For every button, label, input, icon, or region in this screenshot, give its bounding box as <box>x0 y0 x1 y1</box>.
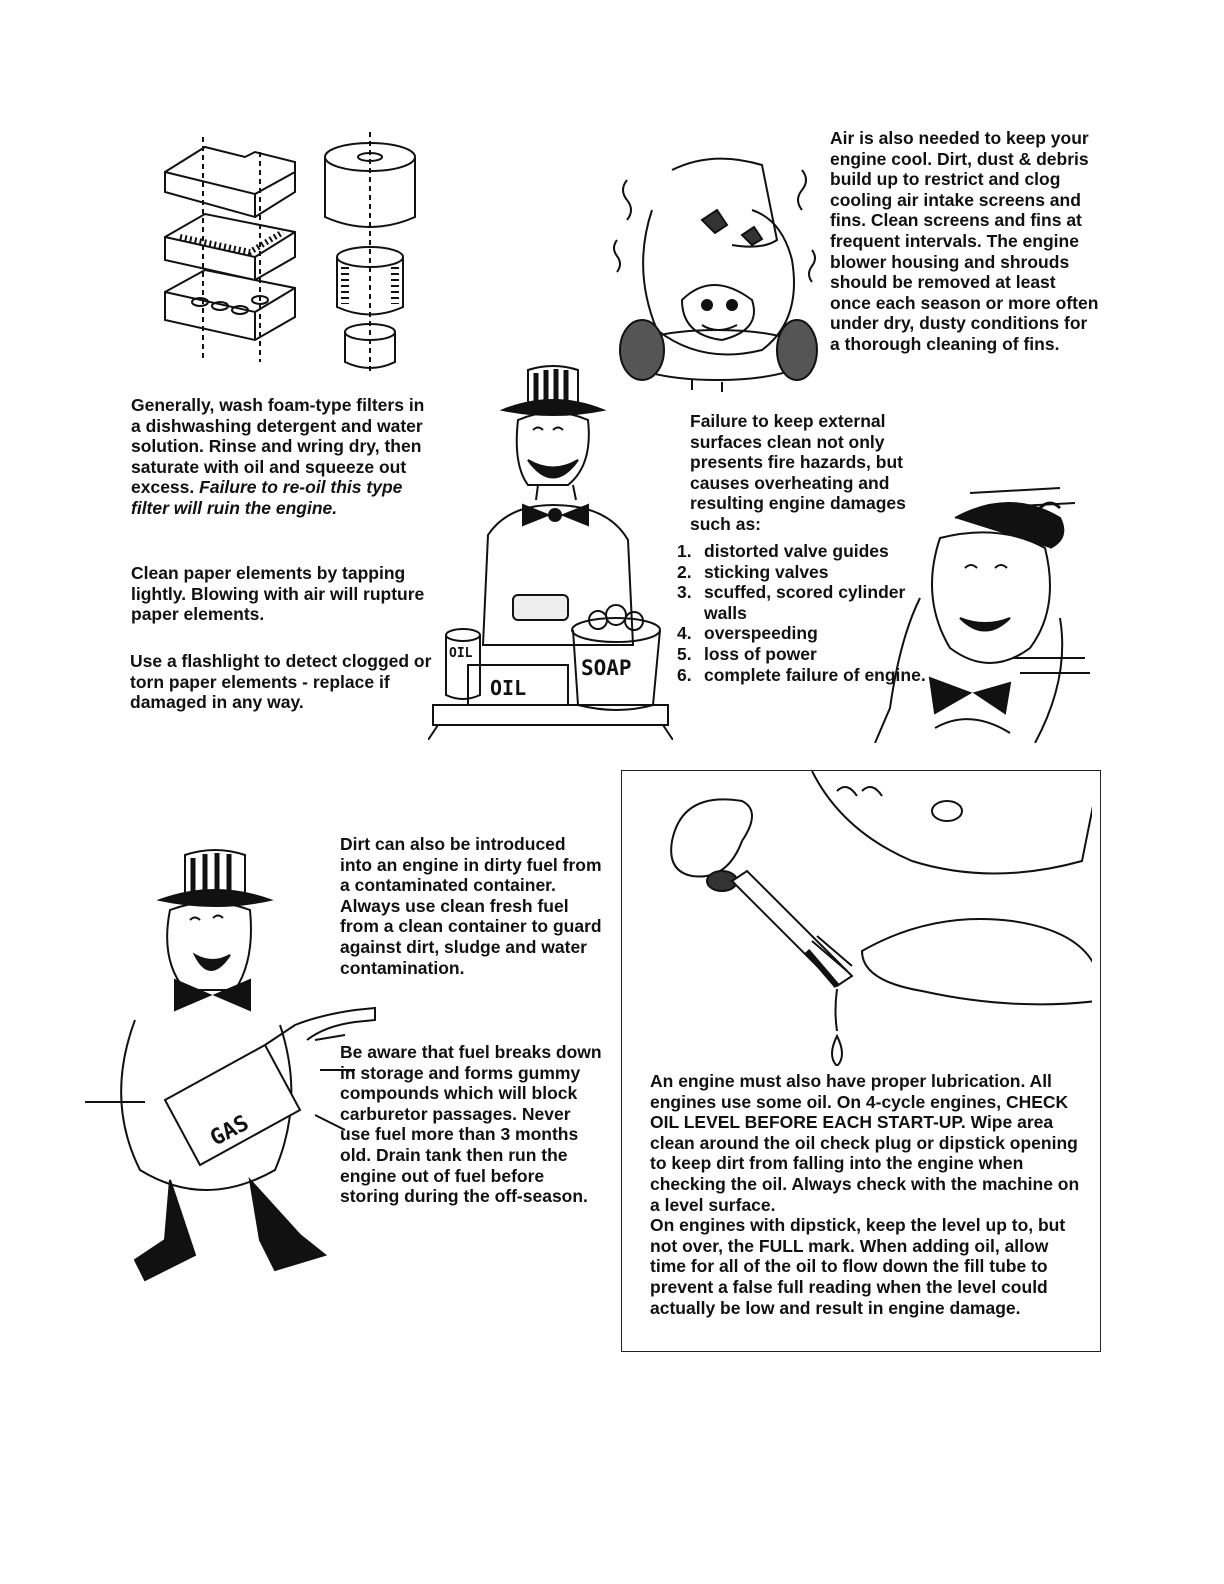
list-item: 5. loss of power <box>677 643 817 664</box>
running-turtle-illustration <box>860 478 1100 743</box>
foam-filter-paragraph <box>131 395 436 519</box>
turtle-gas-can-illustration <box>85 840 380 1290</box>
fuel-storage-text: Be aware that fuel breaks down in storage and forms gummy compounds which will block carburetor passages. Never use fuel more than 3 months old. Drain tank then run the engine out of fuel before storing during the off-season. <box>340 1042 602 1207</box>
paper-flashlight-text: Use a flashlight to detect clogged or torn paper elements - replace if damaged in any way. <box>130 651 432 713</box>
foam-filter-text: Generally, wash foam-type filters in a dishwashing detergent and water solution. Rinse and wring dry, then saturate with oil and squeeze out excess. <box>131 395 425 498</box>
air-cooling-paragraph <box>830 128 1100 355</box>
lubrication-check-oil: CHECK OIL LEVEL BEFORE EACH START-UP. <box>650 1091 1069 1133</box>
oil-can-label: OIL <box>449 646 473 661</box>
paper-flashlight-paragraph <box>130 651 440 713</box>
gas-can-label: GAS <box>206 1110 254 1152</box>
list-item: 4. overspeeding <box>677 623 818 644</box>
fuel-storage-paragraph <box>340 1042 602 1207</box>
paper-tapping-paragraph <box>131 563 436 625</box>
list-item: 2. sticking valves <box>677 561 829 582</box>
turtle-washing-illustration <box>428 365 673 740</box>
list-item: 6. complete failure of engine. <box>677 664 926 685</box>
external-surfaces-intro: Failure to keep external surfaces clean not only presents fire hazards, but causes overheating and resulting engine damages such as: <box>690 411 906 534</box>
soap-bucket-label: SOAP <box>581 656 632 680</box>
lubrication-paragraph <box>650 1071 1080 1318</box>
list-item: 1. distorted valve guides <box>677 541 889 561</box>
dirty-fuel-text: Dirt can also be introduced into an engine in dirty fuel from a contaminated container. Always use clean fresh fuel from a clean container to guard against dirt, sludge and water contamination. <box>340 834 602 978</box>
clogged-engine-illustration <box>612 150 822 395</box>
list-item: 3. scuffed, scored cylinder walls <box>677 582 906 623</box>
air-cooling-text: Air is also needed to keep your engine cool. Dirt, dust & debris build up to restrict and clog cooling air intake screens and fins. Clean screens and fins at frequent intervals. The engine blower housing and shrouds should be removed at least once each season or more often under dry, dusty conditions for a thorough cleaning of fins. <box>830 128 1099 354</box>
lubrication-text-2: Wipe area clean around the oil check plug or dipstick opening to keep dirt from falling into the engine when checking the oil. Always check with the machine on a level surface. <box>650 1112 1080 1215</box>
dirty-fuel-paragraph <box>340 834 602 978</box>
paper-tapping-text: Clean paper elements by tapping lightly. Blowing with air will rupture paper elements. <box>131 563 425 625</box>
lubrication-text-1: An engine must also have proper lubrication. All engines use some oil. On 4-cycle engines, <box>650 1071 1052 1112</box>
lubrication-box <box>621 770 1101 1352</box>
lubrication-text-3: On engines with dipstick, keep the level up to, but not over, the FULL mark. When adding oil, allow time for all of the oil to flow down the fill tube to prevent a false full reading when the level could actually be low and result in engine damage. <box>650 1215 1066 1318</box>
dipstick-illustration <box>662 771 1092 1066</box>
foam-filter-warning: Failure to re-oil this type filter will ruin the engine. <box>131 477 403 518</box>
air-filter-illustration <box>155 132 425 377</box>
oil-box-label: OIL <box>490 676 527 700</box>
